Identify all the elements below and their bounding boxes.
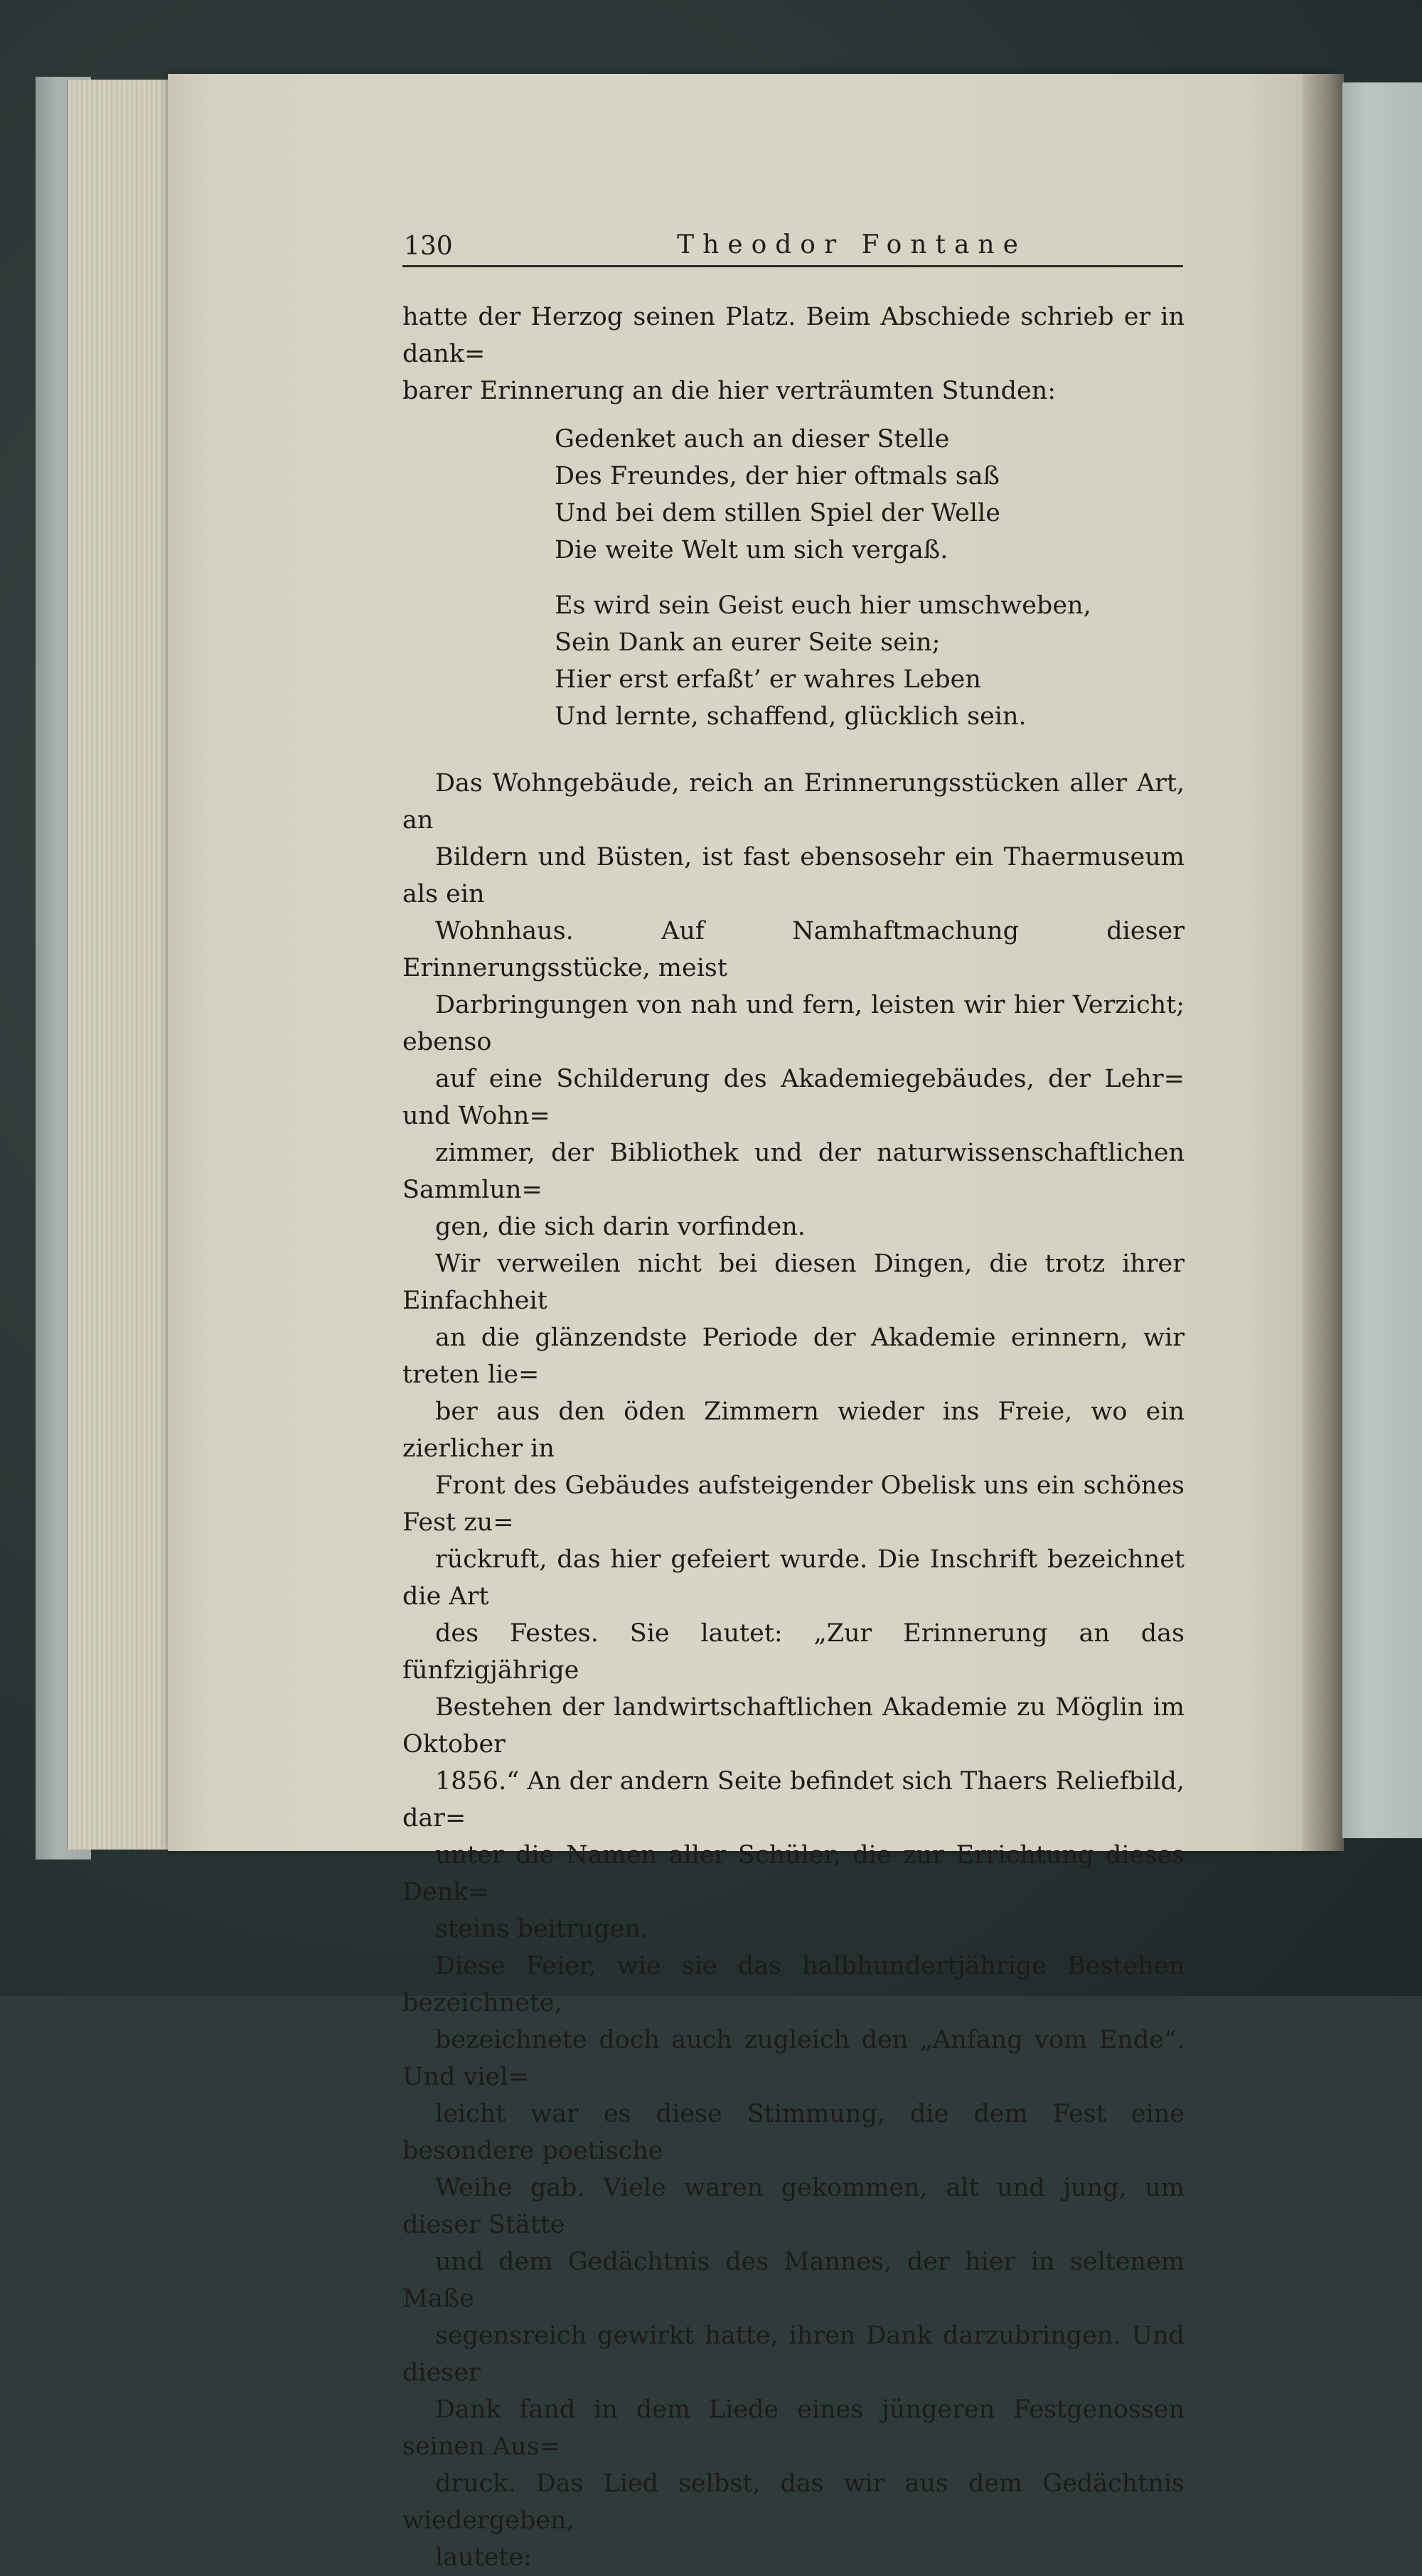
text-line: auf eine Schilderung des Akademiegebäudes, der Lehr= und Wohn= — [402, 1065, 1185, 1130]
verse-line: Des Freundes, der hier oftmals saß — [555, 462, 1000, 490]
poem-stanza — [555, 421, 1185, 569]
text-line: und dem Gedächtnis des Mannes, der hier in seltenem Maße — [402, 2248, 1185, 2313]
verse-line: Es wird sein Geist euch hier umschweben, — [555, 591, 1091, 620]
text-line: lautete: — [435, 2543, 532, 2572]
verse-line: Sein Dank an eurer Seite sein; — [555, 628, 941, 657]
spacer — [402, 746, 1185, 765]
text-line: segensreich gewirkt hatte, ihren Dank darzubringen. Und dieser — [402, 2322, 1185, 2387]
text-line: Bildern und Büsten, ist fast ebensosehr ein Thaermuseum als ein — [402, 843, 1185, 908]
verse-line: Und bei dem stillen Spiel der Welle — [555, 499, 1000, 527]
running-head: Theodor Fontane — [677, 230, 1027, 259]
text-line: Front des Gebäudes aufsteigender Obelisk uns ein schönes Fest zu= — [402, 1471, 1185, 1537]
verse-line: Hier erst erfaßt’ er wahres Leben — [555, 665, 981, 694]
book-gutter — [1303, 74, 1344, 1851]
text-line: Bestehen der landwirtschaftlichen Akademie zu Möglin im Oktober — [402, 1693, 1185, 1759]
verse-line: Die weite Welt um sich vergaß. — [555, 536, 948, 564]
header-rule — [402, 265, 1183, 267]
text-line: 1856.“ An der andern Seite befindet sich Thaers Reliefbild, dar= — [402, 1767, 1185, 1832]
text-line: des Festes. Sie lautet: „Zur Erinnerung an das fünfzigjährige — [402, 1619, 1185, 1685]
paragraph — [402, 1245, 1185, 1948]
text-line: hatte der Herzog seinen Platz. Beim Abschiede schrieb er in dank= — [402, 303, 1185, 368]
text-line: Wir verweilen nicht bei diesen Dingen, die trotz ihrer Einfachheit — [402, 1250, 1185, 1315]
intro-paragraph — [402, 299, 1185, 409]
text-line: steins beitrugen. — [435, 1915, 648, 1943]
text-line: druck. Das Lied selbst, das wir aus dem Gedächtnis wiedergeben, — [402, 2469, 1185, 2535]
text-line: Dank fand in dem Liede eines jüngeren Festgenossen seinen Aus= — [402, 2395, 1185, 2461]
page-number: 130 — [404, 232, 453, 261]
text-line: ber aus den öden Zimmern wieder ins Freie, wo ein zierlicher in — [402, 1397, 1185, 1463]
poem — [555, 421, 1185, 735]
text-line: gen, die sich darin vorfinden. — [435, 1213, 806, 1241]
text-line: Diese Feier, wie sie das halbhundertjährige Bestehen bezeichnete, — [402, 1952, 1185, 2017]
text-line: unter die Namen aller Schüler, die zur Errichtung dieses Denk= — [402, 1841, 1185, 1906]
paragraph — [402, 1948, 1185, 2576]
verse-line: Und lernte, schaffend, glücklich sein. — [555, 702, 1027, 731]
text-line: Das Wohngebäude, reich an Erinnerungsstücken aller Art, an — [402, 769, 1185, 834]
text-line: barer Erinnerung an die hier verträumten Stunden: — [402, 377, 1057, 405]
page-edges — [67, 80, 175, 1850]
text-line: zimmer, der Bibliothek und der naturwissenschaftlichen Sammlun= — [402, 1139, 1185, 1204]
text-line: bezeichnete doch auch zugleich den „Anfang vom Ende“. Und viel= — [402, 2026, 1185, 2091]
book-cover-right — [1342, 82, 1422, 1838]
text-line: an die glänzendste Periode der Akademie erinnern, wir treten lie= — [402, 1324, 1185, 1389]
paragraph — [402, 765, 1185, 1245]
text-line: leicht war es diese Stimmung, die dem Fest eine besondere poetische — [402, 2100, 1185, 2165]
text-line: Wohnhaus. Auf Namhaftmachung dieser Erinnerungsstücke, meist — [402, 917, 1185, 982]
verse-line: Gedenket auch an dieser Stelle — [555, 425, 950, 454]
text-line: Darbringungen von nah und fern, leisten wir hier Verzicht; ebenso — [402, 991, 1185, 1056]
text-line: Weihe gab. Viele waren gekommen, alt und jung, um dieser Stätte — [402, 2174, 1185, 2239]
page-header — [404, 227, 1182, 267]
text-line: rückruft, das hier gefeiert wurde. Die Inschrift bezeichnet die Art — [402, 1545, 1185, 1611]
poem-stanza — [555, 587, 1185, 735]
body-text — [402, 299, 1185, 2576]
